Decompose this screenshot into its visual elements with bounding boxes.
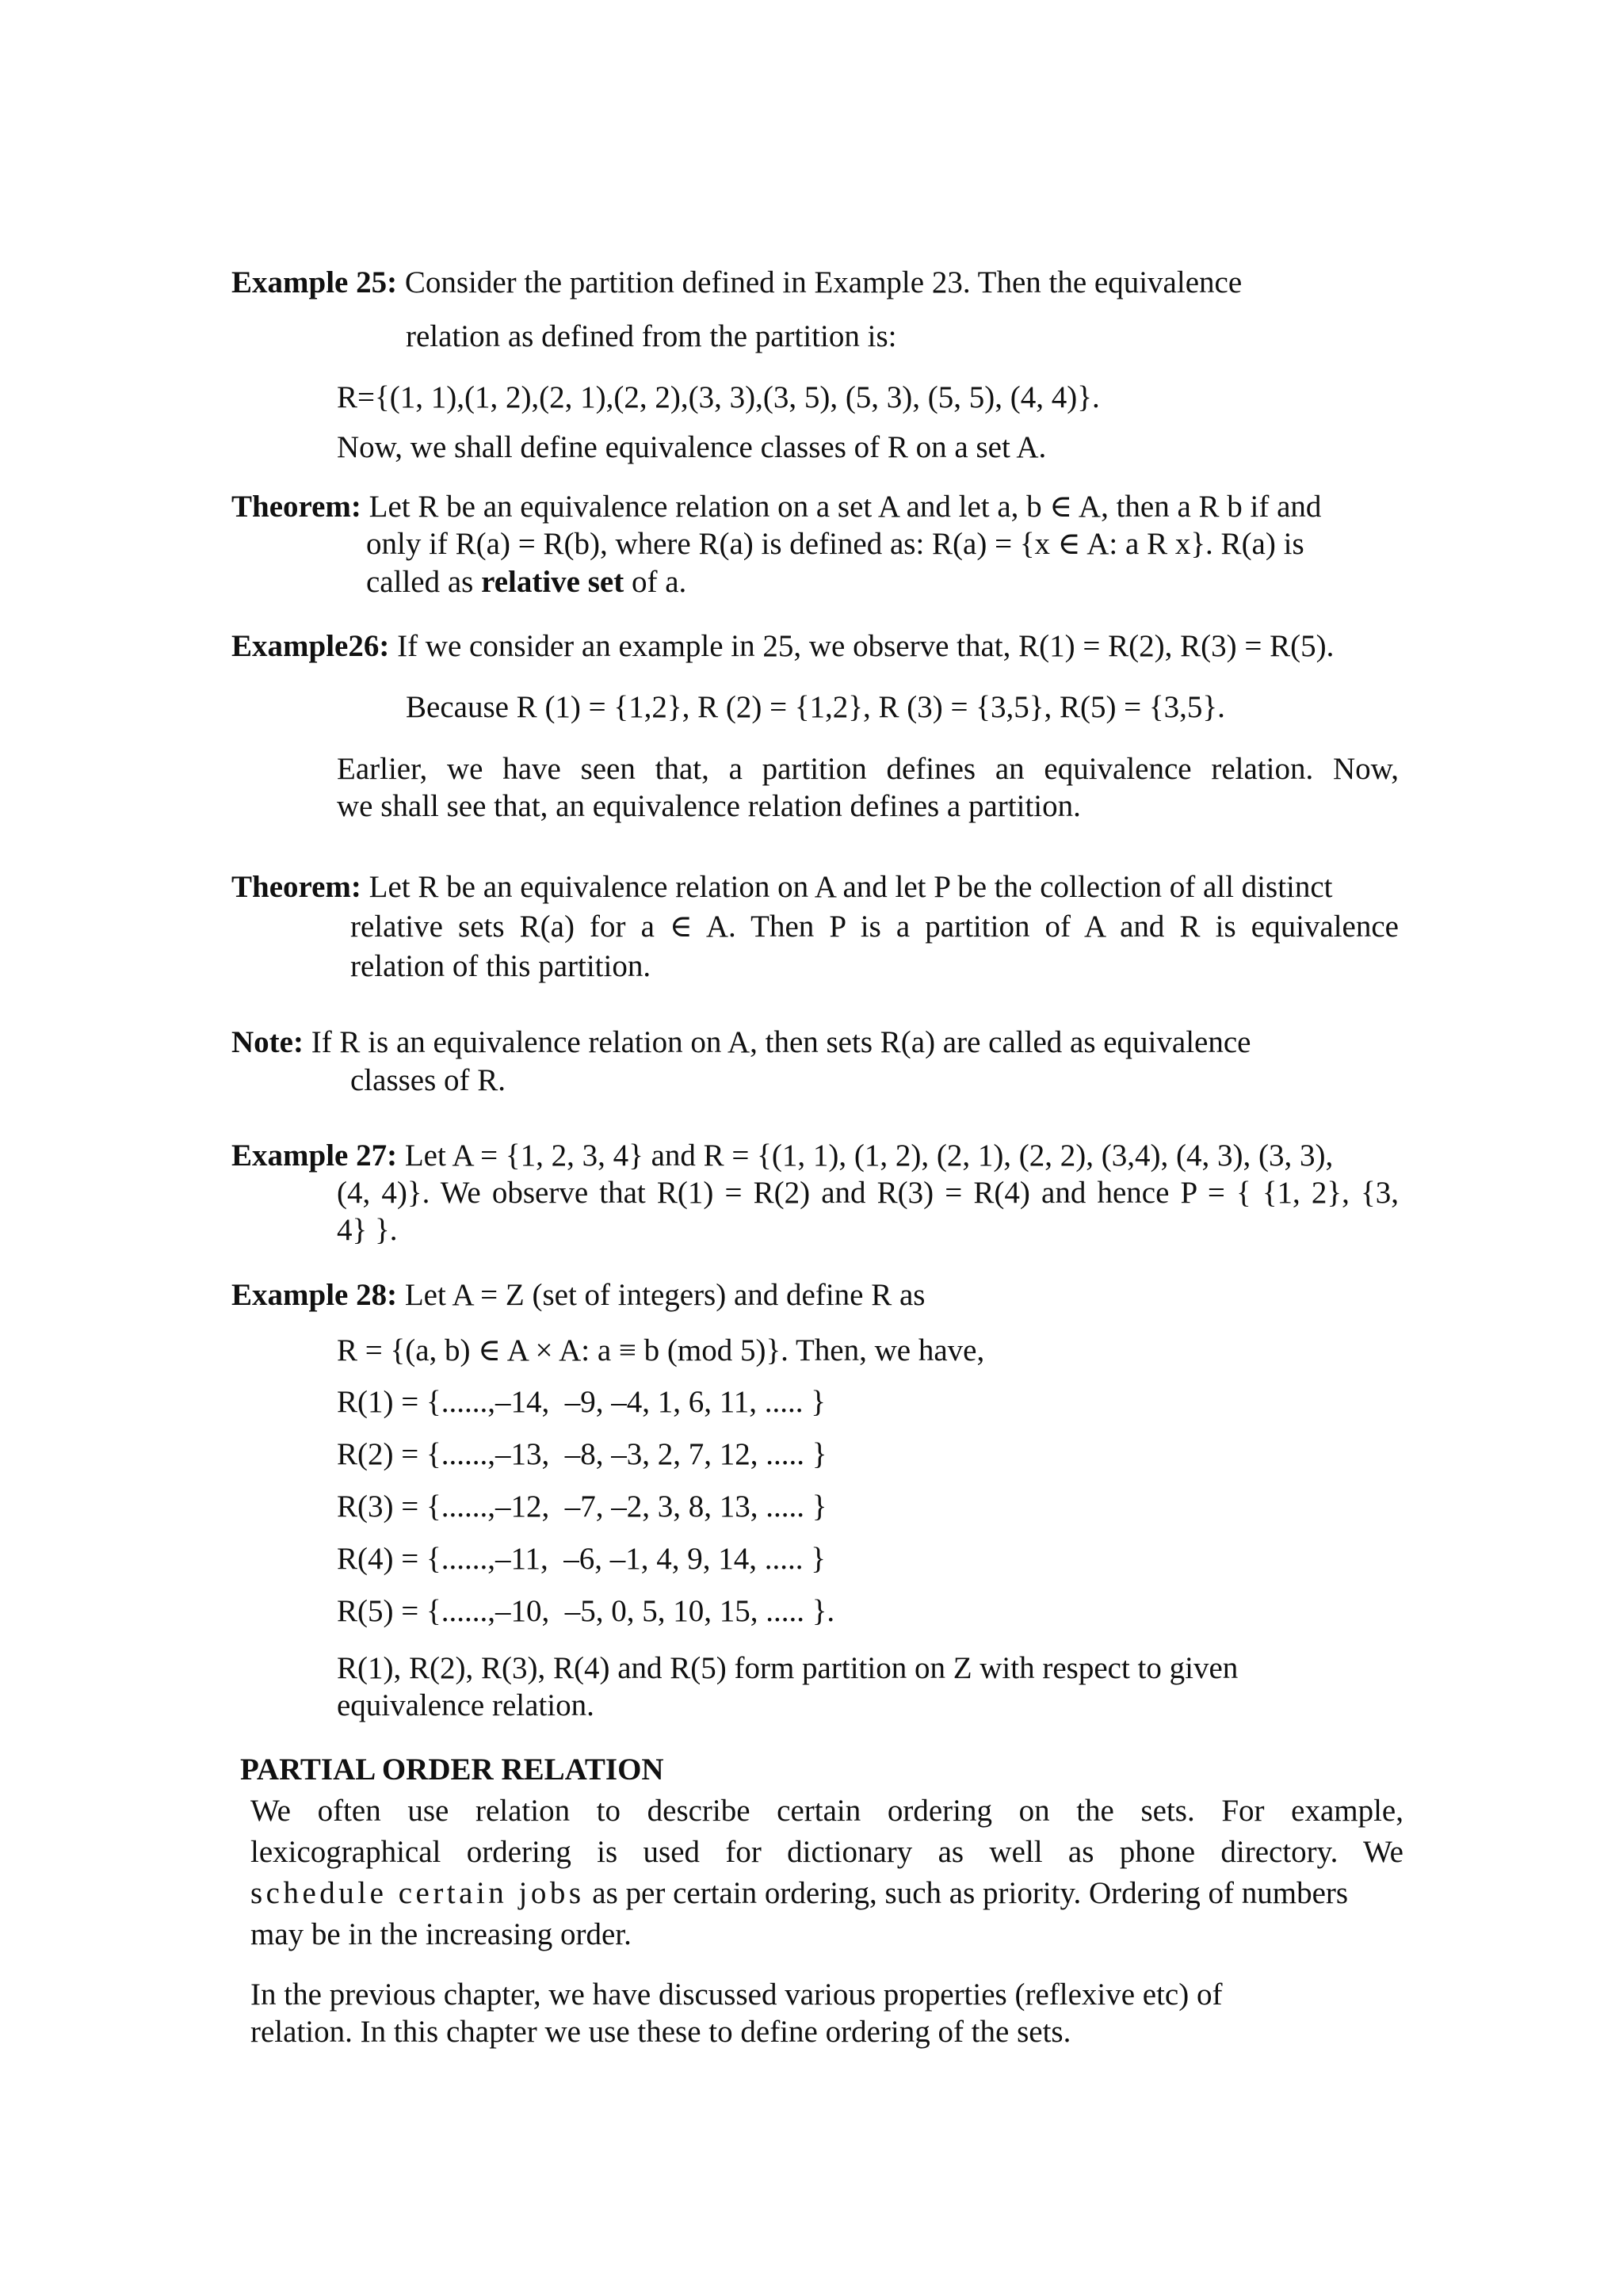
example-28-relation: R = {(a, b) ∈ A × A: a ≡ b (mod 5)}. Then, we have,: [337, 1333, 985, 1367]
relative-set-term: relative set: [481, 565, 624, 599]
theorem-1-label: Theorem:: [231, 490, 361, 524]
partial-para-2-line-2: relation. In this chapter we use these to define ordering of the sets.: [250, 2015, 1071, 2049]
partial-para-1-line-4: may be in the increasing order.: [250, 1917, 632, 1951]
example-26-line-4: we shall see that, an equivalence relation defines a partition.: [337, 789, 1081, 823]
partial-para-1-line-1: We often use relation to describe certain ordering on the sets. For example,: [250, 1794, 1403, 1828]
example-28-label: Example 28:: [231, 1278, 398, 1312]
example-25-line-2: relation as defined from the partition is:: [406, 319, 897, 353]
example-25-line-1: Consider the partition defined in Example 23. Then the equivalence: [404, 265, 1243, 299]
example-26-line-2: Because R (1) = {1,2}, R (2) = {1,2}, R (3) = {3,5}, R(5) = {3,5}.: [406, 690, 1225, 724]
example-26-line-1: If we consider an example in 25, we observe that, R(1) = R(2), R(3) = R(5).: [397, 629, 1335, 663]
partial-para-1-line-3a: schedule certain jobs: [250, 1876, 585, 1910]
theorem-2-label: Theorem:: [231, 870, 361, 904]
residue-class-3: R(3) = {......,–12, –7, –2, 3, 8, 13, ..... }: [337, 1489, 827, 1524]
theorem-2-line-3: relation of this partition.: [350, 949, 651, 983]
note-line-1: If R is an equivalence relation on A, then sets R(a) are called as equivalence: [311, 1025, 1251, 1059]
example-25-label: Example 25:: [231, 265, 398, 299]
partial-para-1-line-3b: as per certain ordering, such as priority. Ordering of numbers: [592, 1876, 1349, 1910]
example-25-line-4: Now, we shall define equivalence classes of R on a set A.: [337, 430, 1047, 464]
residue-class-1: R(1) = {......,–14, –9, –4, 1, 6, 11, ..... }: [337, 1385, 826, 1419]
theorem-1-line-3a: called as: [366, 565, 474, 599]
theorem-1-line-2: only if R(a) = R(b), where R(a) is defined as: R(a) = {x ∈ A: a R x}. R(a) is: [366, 527, 1304, 561]
example-27-label: Example 27:: [231, 1138, 398, 1173]
partial-para-2-line-1: In the previous chapter, we have discussed various properties (reflexive etc) of: [250, 1978, 1223, 2012]
residue-class-2: R(2) = {......,–13, –8, –3, 2, 7, 12, ..... }: [337, 1437, 827, 1471]
example-28-conclusion-1: R(1), R(2), R(3), R(4) and R(5) form partition on Z with respect to given: [337, 1651, 1239, 1685]
example-28-conclusion-2: equivalence relation.: [337, 1688, 594, 1722]
example-26-line-3: Earlier, we have seen that, a partition defines an equivalence relation. Now,: [337, 752, 1399, 786]
theorem-2-line-2: relative sets R(a) for a ∈ A. Then P is a partition of A and R is equivalence: [350, 910, 1399, 944]
section-heading: PARTIAL ORDER RELATION: [240, 1753, 664, 1787]
residue-class-5: R(5) = {......,–10, –5, 0, 5, 10, 15, ..... }.: [337, 1594, 835, 1628]
example-28-line-1: Let A = Z (set of integers) and define R as: [404, 1278, 926, 1312]
theorem-1-line-1: Let R be an equivalence relation on a set A and let a, b ∈ A, then a R b if and: [369, 490, 1322, 524]
example-26-label: Example26:: [231, 629, 390, 663]
partial-para-1-line-2: lexicographical ordering is used for dictionary as well as phone directory. We: [250, 1835, 1403, 1869]
note-label: Note:: [231, 1025, 304, 1059]
example-27-line-3: 4} }.: [337, 1213, 398, 1247]
theorem-1-line-3c: of a.: [631, 565, 687, 599]
example-25-relation: R={(1, 1),(1, 2),(2, 1),(2, 2),(3, 3),(3, 5), (5, 3), (5, 5), (4, 4)}.: [337, 380, 1100, 414]
theorem-2-line-1: Let R be an equivalence relation on A and let P be the collection of all distinct: [369, 870, 1333, 904]
example-27-line-1: Let A = {1, 2, 3, 4} and R = {(1, 1), (1, 2), (2, 1), (2, 2), (3,4), (4, 3), (3, 3),: [404, 1138, 1334, 1173]
note-line-2: classes of R.: [350, 1063, 506, 1097]
example-27-line-2: (4, 4)}. We observe that R(1) = R(2) and R(3) = R(4) and hence P = { {1, 2}, {3,: [337, 1176, 1399, 1210]
residue-class-4: R(4) = {......,–11, –6, –1, 4, 9, 14, ..... }: [337, 1542, 826, 1576]
